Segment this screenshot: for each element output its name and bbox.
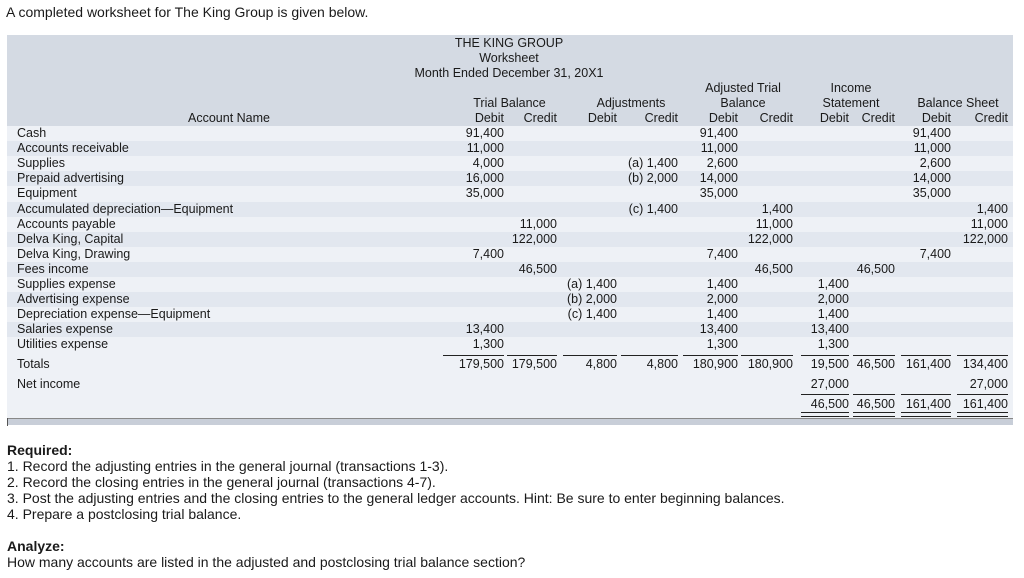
company-name: THE KING GROUP: [454, 36, 564, 50]
cell-bs-cr: 11,000: [970, 216, 1008, 231]
worksheet-title: Worksheet: [479, 51, 539, 65]
cell-atb-dr: 91,400: [699, 126, 738, 140]
cell-adj-cr: (b) 2,000: [627, 171, 678, 186]
cell-atb-cr: 1,400: [761, 201, 793, 216]
total-tb-cr: 179,500: [511, 357, 557, 371]
cell-tb-cr: 122,000: [511, 231, 557, 246]
account-name: Supplies: [17, 156, 65, 171]
account-name: Cash: [17, 126, 47, 140]
sum-rule: [563, 355, 617, 356]
instructions: [7, 442, 785, 570]
account-name: Accounts receivable: [17, 141, 129, 156]
total-is-cr: 46,500: [856, 357, 895, 371]
total-tb-dr: 179,500: [458, 357, 504, 371]
credit-header: Credit: [644, 111, 678, 125]
total-is-dr: 19,500: [810, 357, 849, 371]
cell-atb-cr: 46,500: [754, 261, 793, 276]
final-is-cr: 46,500: [856, 397, 895, 411]
header-account-name: Account Name: [188, 111, 270, 125]
required-item-2: 2. Record the closing entries in the general journal (transactions 4-7).: [7, 474, 436, 490]
cell-tb-dr: 16,000: [465, 171, 504, 186]
cell-bs-dr: 2,600: [919, 156, 951, 171]
cell-tb-dr: 4,000: [472, 156, 504, 171]
double-rule: [801, 412, 849, 417]
sum-rule: [621, 355, 678, 356]
worksheet-edge-mark: [7, 418, 8, 426]
sum-rule: [957, 394, 1008, 395]
sum-rule: [901, 355, 951, 356]
cell-atb-dr: 14,000: [699, 171, 738, 186]
account-name: Delva King, Drawing: [17, 246, 131, 261]
cell-tb-cr: 11,000: [519, 216, 557, 231]
cell-bs-dr: 91,400: [912, 126, 951, 140]
credit-header: Credit: [974, 111, 1008, 125]
header-balance-sheet: Balance Sheet: [917, 96, 999, 110]
debit-header: Debit: [708, 111, 738, 125]
account-name: Salaries expense: [17, 322, 113, 337]
cell-adj-dr: (c) 1,400: [567, 307, 617, 322]
sum-rule: [853, 355, 895, 356]
worksheet-bottom-bar: [7, 418, 1013, 425]
cell-atb-dr: 1,300: [706, 337, 738, 352]
total-adj-dr: 4,800: [585, 357, 617, 371]
header-adjustments: Adjustments: [596, 96, 666, 110]
sum-rule: [853, 394, 895, 395]
account-name: Fees income: [17, 261, 89, 276]
cell-bs-dr: 14,000: [912, 171, 951, 186]
net-income-bs-cr: 27,000: [969, 377, 1008, 391]
debit-header: Debit: [921, 111, 951, 125]
cell-is-dr: 1,400: [817, 277, 849, 291]
double-rule: [853, 412, 895, 417]
account-name: Accounts payable: [17, 216, 116, 231]
cell-atb-dr: 7,400: [706, 246, 738, 261]
account-name: Advertising expense: [17, 292, 130, 307]
cell-is-dr: 13,400: [810, 322, 849, 337]
header-trial-balance: Trial Balance: [473, 96, 546, 110]
total-bs-dr: 161,400: [905, 357, 951, 371]
cell-is-dr: 1,400: [817, 307, 849, 322]
cell-bs-cr: 122,000: [962, 231, 1008, 246]
total-adj-cr: 4,800: [646, 357, 678, 371]
sum-rule: [443, 355, 504, 356]
cell-tb-dr: 91,400: [465, 126, 504, 140]
cell-is-cr: 46,500: [856, 261, 895, 276]
cell-tb-dr: 13,400: [465, 322, 504, 337]
double-rule: [901, 412, 951, 417]
account-name: Depreciation expense—Equipment: [17, 307, 211, 322]
sum-rule: [957, 355, 1008, 356]
debit-header: Debit: [819, 111, 849, 125]
cell-is-dr: 1,300: [817, 337, 849, 352]
row-stripe: [7, 322, 1013, 337]
sum-rule: [507, 355, 557, 356]
account-name: Utilities expense: [17, 337, 109, 352]
required-item-3: 3. Post the adjusting entries and the closing entries to the general ledger accounts. Hint: Be sure to enter beginning balances.: [7, 490, 785, 506]
cell-bs-dr: 35,000: [912, 186, 951, 201]
analyze-heading: Analyze:: [7, 538, 65, 554]
sum-rule: [741, 355, 793, 356]
cell-tb-dr: 7,400: [472, 246, 504, 261]
header-income: Income: [830, 81, 872, 95]
required-item-1: 1. Record the adjusting entries in the general journal (transactions 1-3).: [7, 458, 449, 474]
net-income-is-dr: 27,000: [810, 377, 849, 391]
required-item-4: 4. Prepare a postclosing trial balance.: [7, 506, 242, 522]
final-bs-dr: 161,400: [905, 397, 951, 411]
header-adjusted-balance: Balance: [720, 96, 766, 110]
total-atb-dr: 180,900: [692, 357, 738, 371]
cell-atb-dr: 2,000: [706, 292, 738, 307]
sum-rule: [683, 355, 738, 356]
cell-tb-dr: 11,000: [466, 141, 504, 156]
cell-atb-dr: 1,400: [706, 307, 738, 322]
cell-tb-cr: 46,500: [518, 261, 557, 276]
cell-bs-dr: 7,400: [919, 246, 951, 261]
credit-header: Credit: [861, 111, 895, 125]
row-stripe: [7, 292, 1013, 307]
total-bs-cr: 134,400: [962, 357, 1008, 371]
cell-is-dr: 2,000: [817, 292, 849, 307]
cell-bs-cr: 1,400: [976, 201, 1008, 216]
credit-header: Credit: [523, 111, 557, 125]
cell-tb-dr: 35,000: [465, 186, 504, 201]
required-heading: Required:: [7, 442, 73, 458]
debit-header: Debit: [587, 111, 617, 125]
cell-atb-dr: 2,600: [706, 156, 738, 171]
header-statement: Statement: [822, 96, 880, 110]
total-atb-cr: 180,900: [747, 357, 793, 371]
account-name: Delva King, Capital: [17, 231, 124, 246]
row-stripe: [7, 171, 1013, 186]
cell-bs-dr: 11,000: [913, 141, 951, 156]
net-income-label: Net income: [17, 377, 81, 391]
sum-rule: [901, 394, 951, 395]
cell-atb-dr: 1,400: [706, 277, 738, 291]
worksheet: [7, 35, 1013, 419]
cell-atb-cr: 122,000: [747, 231, 793, 246]
cell-tb-dr: 1,300: [472, 337, 504, 352]
account-name: Prepaid advertising: [17, 171, 125, 186]
analyze-question: How many accounts are listed in the adjusted and postclosing trial balance section?: [7, 554, 526, 570]
debit-header: Debit: [474, 111, 504, 125]
cell-adj-cr: (c) 1,400: [628, 201, 678, 216]
cell-adj-dr: (b) 2,000: [566, 292, 617, 307]
sum-rule: [801, 355, 849, 356]
header-adjusted-trial: Adjusted Trial: [705, 81, 781, 95]
final-is-dr: 46,500: [810, 397, 849, 411]
cell-atb-dr: 11,000: [700, 141, 738, 156]
cell-adj-dr: (a) 1,400: [566, 277, 617, 291]
cell-atb-dr: 35,000: [699, 186, 738, 201]
final-bs-cr: 161,400: [962, 397, 1008, 411]
cell-atb-cr: 11,000: [755, 216, 793, 231]
totals-label: Totals: [17, 357, 50, 371]
intro-text: A completed worksheet for The King Group is given below.: [6, 4, 369, 20]
sum-rule: [801, 394, 849, 395]
account-name: Equipment: [17, 186, 77, 201]
credit-header: Credit: [759, 111, 793, 125]
double-rule: [957, 412, 1008, 417]
account-name: Supplies expense: [17, 277, 116, 291]
cell-adj-cr: (a) 1,400: [627, 156, 678, 171]
cell-atb-dr: 13,400: [699, 322, 738, 337]
row-stripe: [7, 141, 1013, 156]
worksheet-period: Month Ended December 31, 20X1: [414, 66, 604, 80]
account-name: Accumulated depreciation—Equipment: [17, 201, 234, 216]
